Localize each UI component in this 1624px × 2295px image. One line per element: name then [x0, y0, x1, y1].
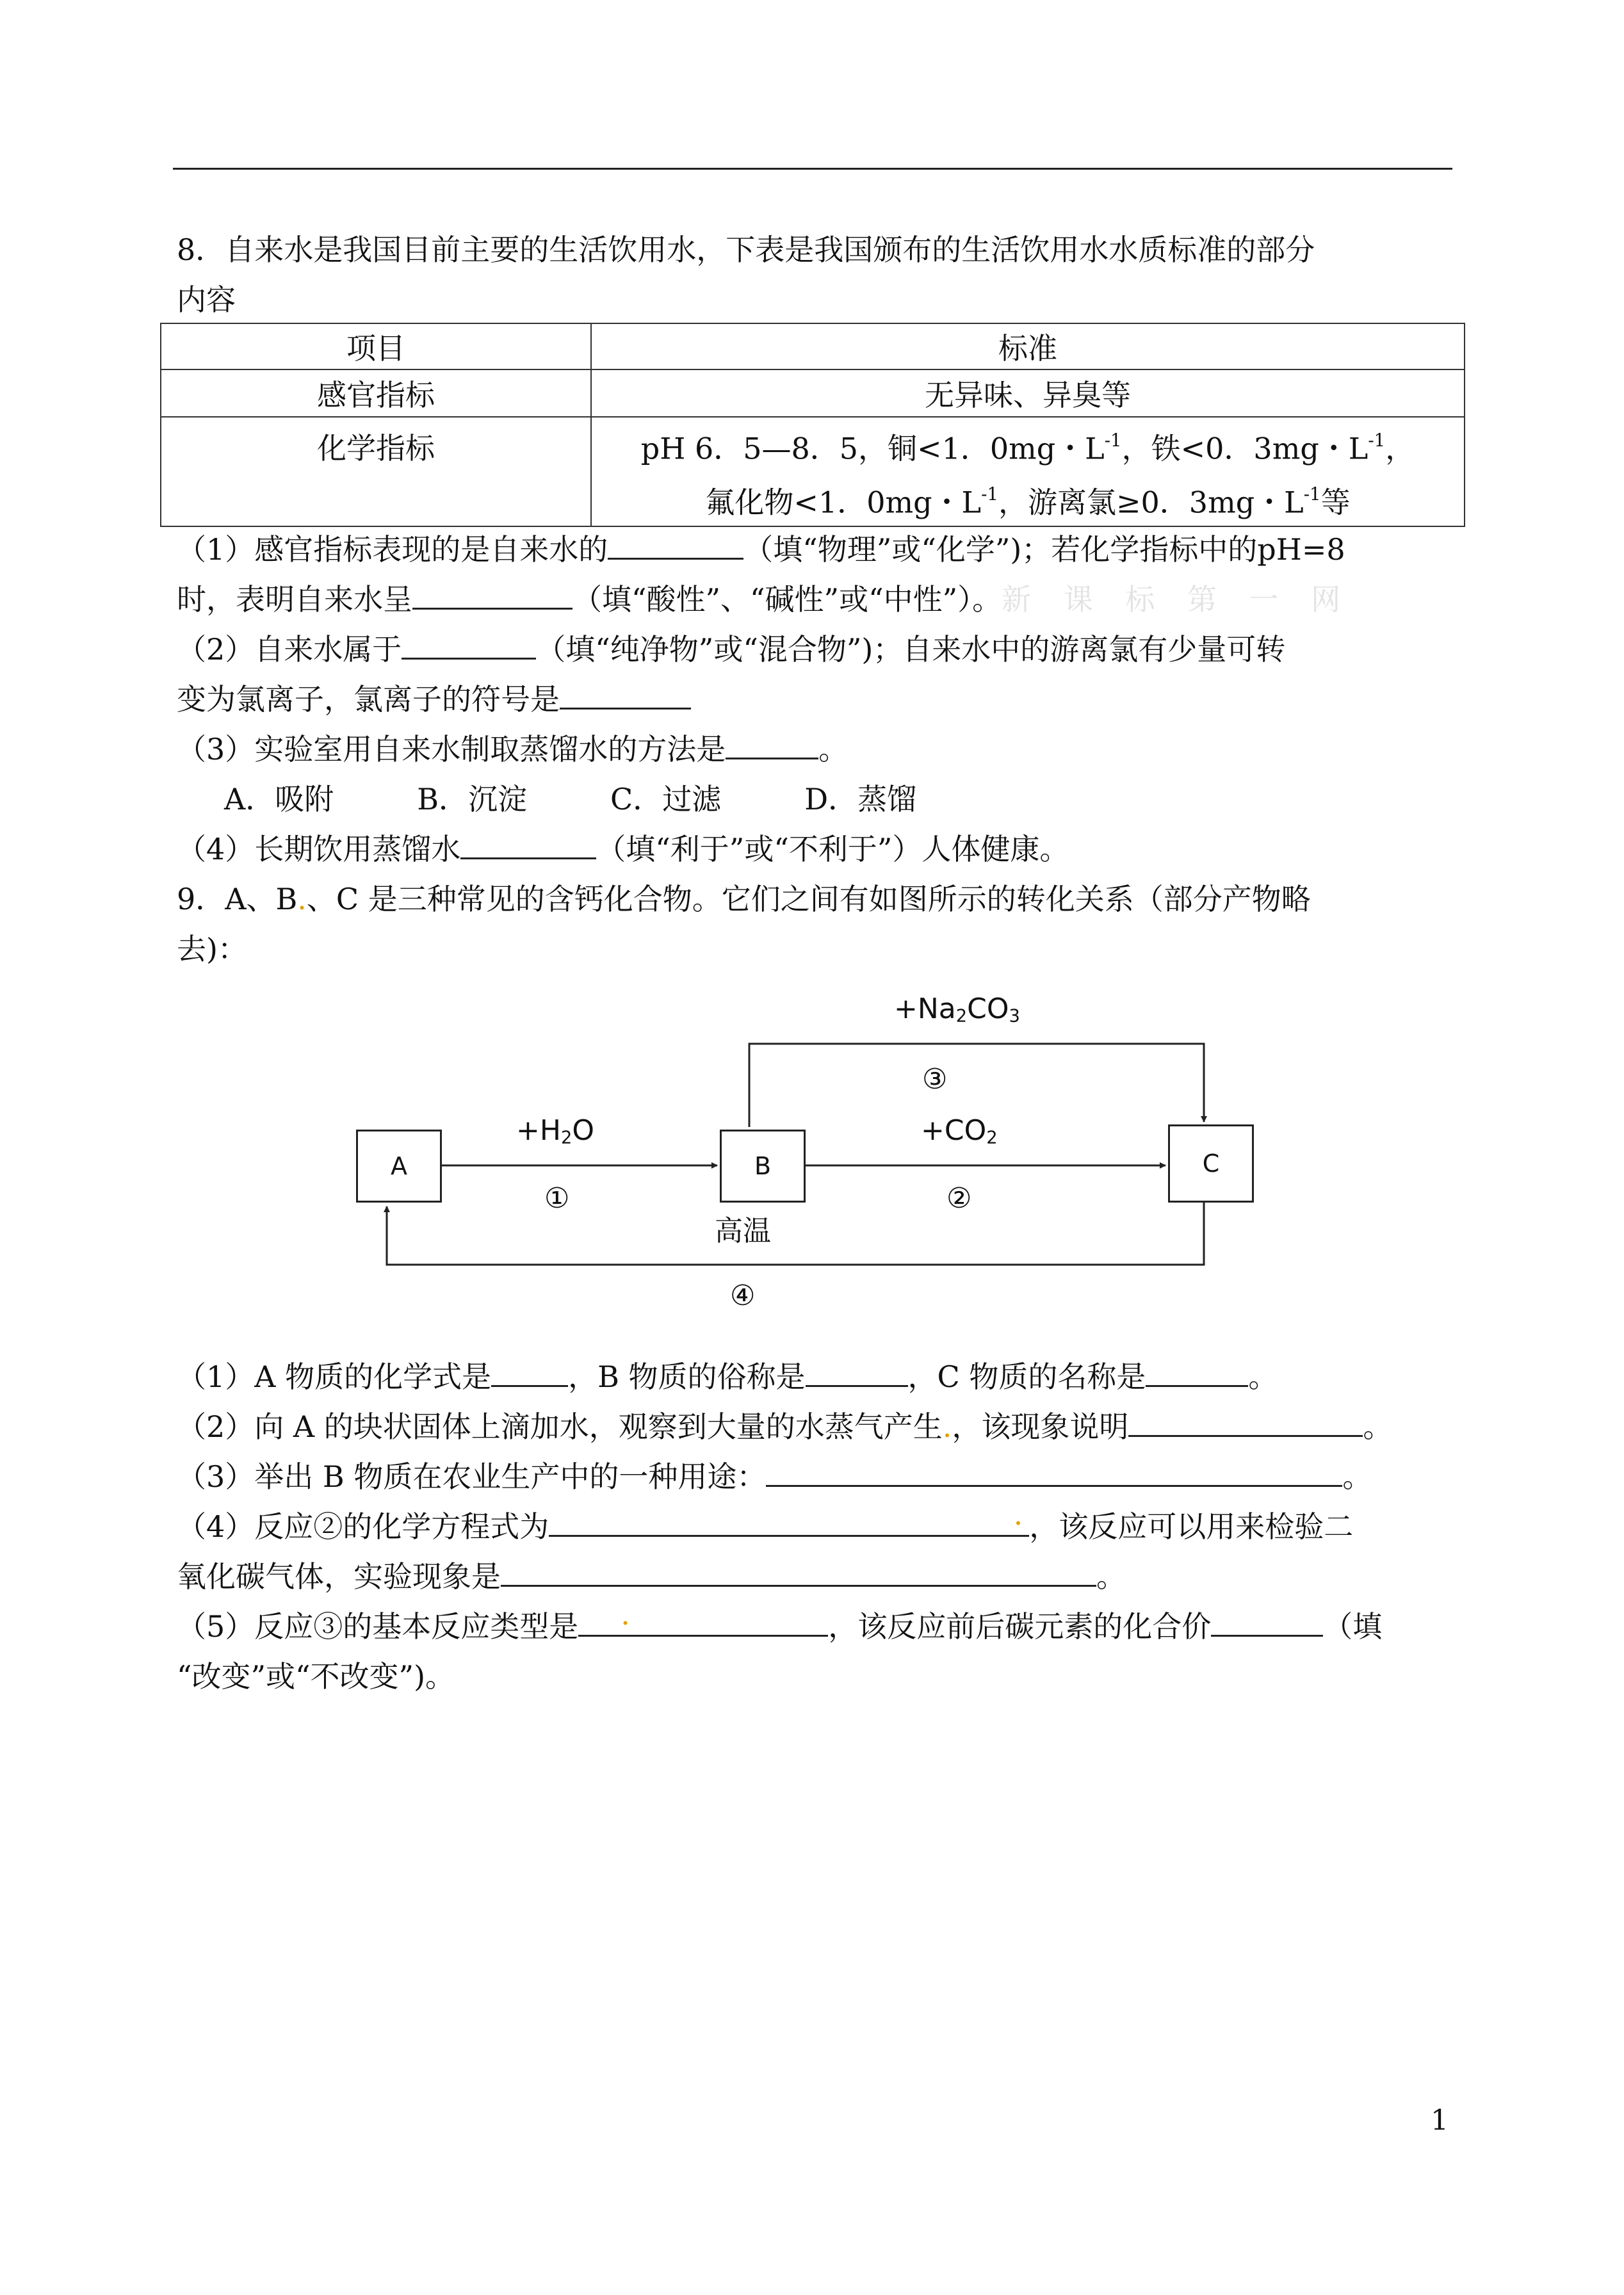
answer-blank[interactable]: [1146, 1354, 1248, 1387]
q8-part1-line-2: 时，表明自来水呈 （填“酸性”、“碱性”或“中性”）。新 课 标 第 一 网: [177, 575, 1352, 624]
q8-part1-line-1: （1）感官指标表现的是自来水的 （填“物理”或“化学”)；若化学指标中的pH=8: [177, 525, 1345, 574]
q8-part2-line-2: 变为氯离子，氯离子的符号是: [177, 675, 691, 724]
option-c: C．过滤: [610, 782, 722, 816]
q9-part5-line-2: “改变”或“不改变”)。: [177, 1659, 455, 1694]
q9-part3-line: （3）举出 B 物质在农业生产中的一种用途： 。: [177, 1452, 1372, 1501]
answer-blank[interactable]: [1211, 1604, 1323, 1637]
q9-part4-line-1: （4）反应②的化学方程式为 . ，该反应可以用来检验二: [177, 1497, 1354, 1544]
arrow-c-back-to-a: [387, 1201, 1204, 1265]
answer-blank[interactable]: [766, 1454, 1342, 1487]
compound-a-box: A: [356, 1130, 442, 1203]
reagent-na2co3-label: $+Na_2CO_3$: [894, 993, 1020, 1026]
q9-part1-line: （1）A 物质的化学式是 ，B 物质的俗称是 ，C 物质的名称是 。: [177, 1352, 1278, 1401]
q8-part3-line: （3）实验室用自来水制取蒸馏水的方法是 。: [177, 725, 848, 774]
step-1-label: ①: [544, 1182, 570, 1215]
q8-intro-line-2: 内容: [177, 282, 236, 317]
q9-intro-line-2: 去)：: [177, 932, 247, 966]
q8-part4-line: （4）长期饮用蒸馏水 （填“利于”或“不利于”）人体健康。: [177, 825, 1069, 873]
table-header-standard: 标准: [591, 323, 1465, 369]
q8-part2-line-1: （2）自来水属于 （填“纯净物”或“混合物”)；自来水中的游离氯有少量可转: [177, 625, 1285, 674]
q8-intro-line-1: 8．自来水是我国目前主要的生活饮用水，下表是我国颁布的生活饮用水水质标准的部分: [177, 232, 1315, 267]
page-number: 1: [1431, 2104, 1449, 2137]
step-4-label: ④: [730, 1279, 756, 1312]
q9-part4-line-2: 氧化碳气体，实验现象是 。: [177, 1552, 1126, 1601]
answer-blank[interactable]: [491, 1354, 568, 1387]
answer-blank[interactable]: .: [578, 1604, 828, 1637]
answer-blank[interactable]: [501, 1554, 1096, 1587]
q9-part5-line-1: （5）反应③的基本反应类型是 . ，该反应前后碳元素的化合价 （填: [177, 1597, 1383, 1644]
step-3-label: ③: [922, 1063, 948, 1096]
watermark-text: 新 课 标 第 一 网: [1002, 582, 1352, 617]
table-cell-chemical-label: 化学指标: [161, 417, 591, 526]
reagent-h2o-label: $+H_2O$: [516, 1114, 594, 1148]
condition-high-temp-label: 高温: [715, 1215, 771, 1247]
table-header-item: 项目: [161, 323, 591, 369]
option-d: D．蒸馏: [804, 782, 917, 816]
compound-c-box: C: [1168, 1124, 1254, 1203]
option-a: A．吸附: [224, 782, 334, 816]
table-cell-chemical-value: pH 6．5—8．5，铜<1．0mg・$L^{-1}$，铁<0．3mg・$L^{-1}$， 氟化物<1．0mg・$L^{-1}$，游离氯≥0．3mg・$L^{-1}$等: [591, 417, 1465, 526]
option-b: B．沉淀: [417, 782, 528, 816]
answer-blank[interactable]: .: [549, 1504, 1029, 1537]
q9-intro-line-1: 9．A、B.、C 是三种常见的含钙化合物。它们之间有如图所示的转化关系（部分产物略: [177, 882, 1311, 916]
compound-b-box: B: [720, 1130, 806, 1203]
table-cell-sensory-value: 无异味、异臭等: [591, 369, 1465, 417]
table-cell-sensory-label: 感官指标: [161, 369, 591, 417]
answer-blank[interactable]: [1128, 1404, 1363, 1437]
reagent-co2-label: $+CO_2$: [921, 1114, 998, 1148]
q9-part2-line: （2）向 A 的块状固体上滴加水，观察到大量的水蒸气产生.，该现象说明 。: [177, 1402, 1392, 1451]
answer-blank[interactable]: [806, 1354, 908, 1387]
step-2-label: ②: [946, 1182, 972, 1215]
